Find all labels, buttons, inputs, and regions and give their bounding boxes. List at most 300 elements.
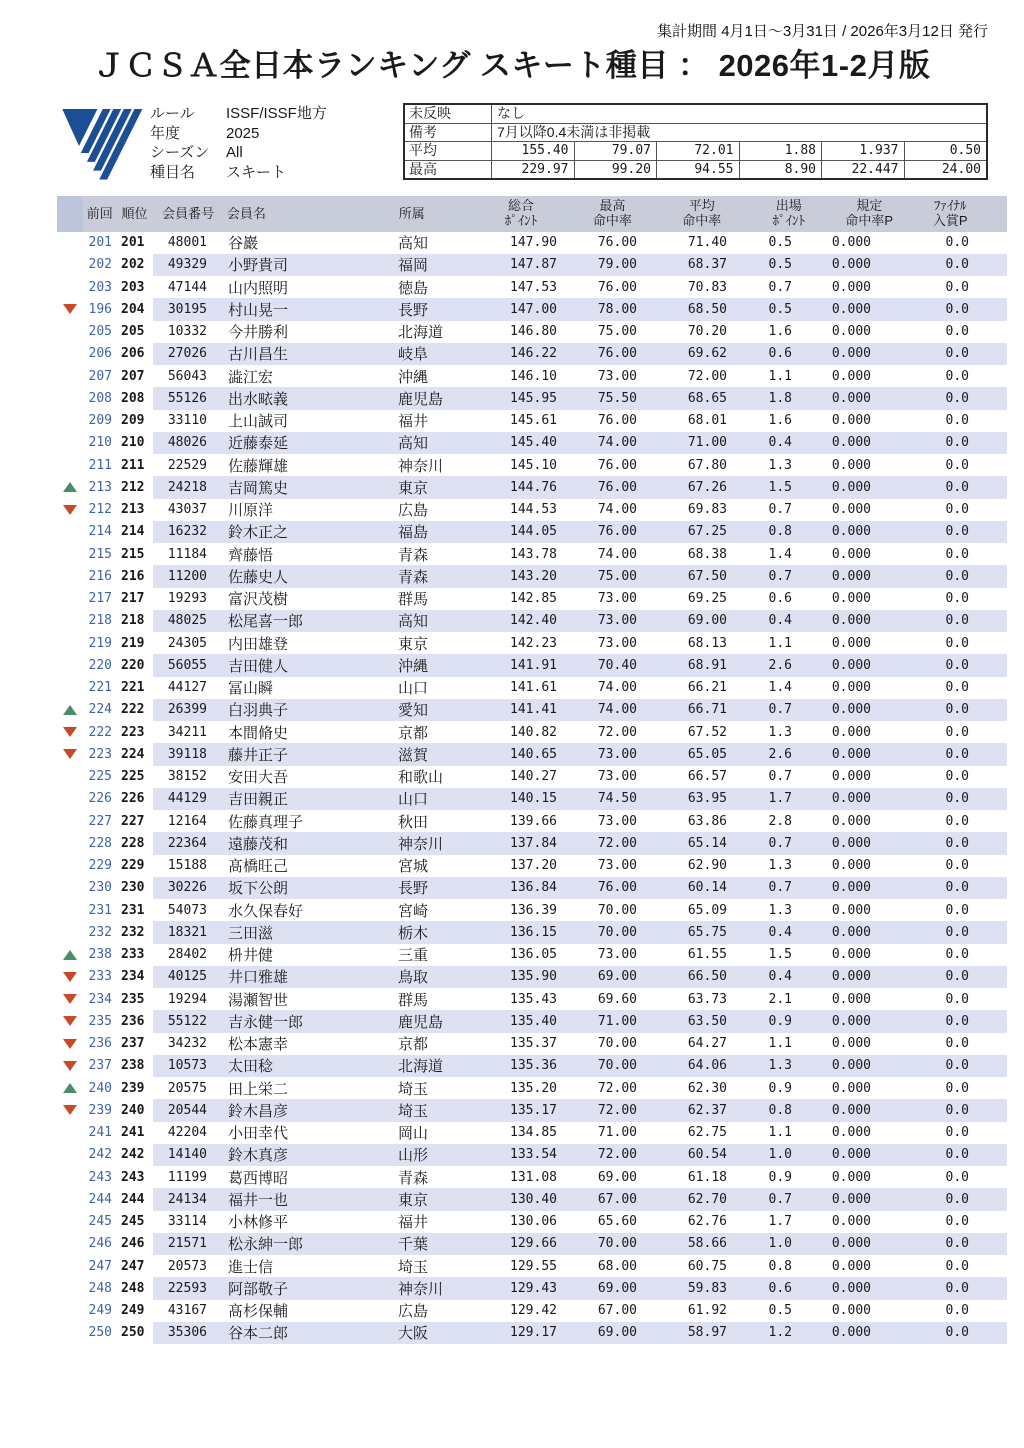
- member-no-cell: 49329: [153, 254, 225, 276]
- prefecture-cell: 東京: [398, 635, 429, 653]
- participation-points-cell: 0.4: [745, 610, 830, 632]
- total-points-cell: 136.39: [510, 902, 557, 918]
- regulation-rate-p-cell: 0.000: [831, 368, 871, 384]
- participation-points-cell: 1.3: [768, 858, 792, 874]
- rank-cell: 208: [121, 390, 145, 406]
- trend-cell: [57, 365, 83, 387]
- prefecture-cell: 北海道: [395, 1055, 471, 1077]
- avg-hit-rate-cell: 61.18: [687, 1169, 727, 1185]
- info-label: 年度: [150, 124, 181, 142]
- final-prize-p-cell: 0.0: [945, 858, 969, 874]
- rank-cell: 239: [121, 1080, 145, 1096]
- member-no-cell: 34232: [167, 1036, 207, 1052]
- total-points-cell: 129.55: [510, 1258, 557, 1274]
- member-no-cell: 10573: [153, 1055, 225, 1077]
- member-no-cell: 15188: [167, 858, 207, 874]
- summary-maximum-value: 8.90: [739, 160, 822, 179]
- ranking-table-header: [57, 196, 1007, 232]
- rank-cell: 207: [121, 368, 145, 384]
- final-prize-p-cell: 0.0: [945, 1258, 969, 1274]
- member-name-cell: 谷巖: [228, 235, 259, 253]
- participation-points-cell: 0.5: [745, 298, 830, 320]
- avg-hit-rate-cell: 63.50: [655, 1010, 745, 1032]
- prev-rank-cell: 239: [88, 1102, 112, 1118]
- rank-down-icon: [63, 1105, 77, 1115]
- member-no-cell: 18321: [153, 921, 225, 943]
- trend-cell: [57, 1166, 83, 1188]
- info-label: ルール: [150, 105, 195, 122]
- final-prize-p-cell: 0.0: [945, 1169, 969, 1185]
- trend-cell: [57, 721, 83, 743]
- rank-up-icon: [63, 1083, 77, 1093]
- total-points-cell: 144.53: [510, 502, 557, 518]
- final-prize-p-cell: 0.0: [945, 546, 969, 562]
- rank-cell: 204: [121, 301, 145, 317]
- trend-cell: [57, 632, 83, 654]
- summary-maximum-value: 99.20: [574, 160, 657, 179]
- regulation-rate-p-cell: 0.000: [831, 635, 871, 651]
- prev-rank-cell: 238: [88, 947, 112, 963]
- member-no-cell: 54073: [167, 902, 207, 918]
- member-name-cell: 本間脩史: [228, 724, 289, 742]
- final-prize-p-cell: 0.0: [915, 343, 1007, 365]
- prefecture-cell: 福井: [398, 413, 429, 431]
- avg-hit-rate-cell: 69.83: [687, 502, 727, 518]
- prefecture-cell: 岡山: [398, 1125, 429, 1143]
- total-points-cell: 145.95: [471, 387, 565, 409]
- rank-cell: 229: [121, 858, 145, 874]
- avg-hit-rate-cell: 64.27: [687, 1036, 727, 1052]
- prev-rank-cell: 217: [88, 591, 112, 607]
- prev-rank-cell: 218: [88, 613, 112, 629]
- participation-points-cell: 0.7: [745, 877, 830, 899]
- best-hit-rate-cell: 70.40: [565, 654, 655, 676]
- best-hit-rate-cell: 73.00: [597, 769, 637, 785]
- rank-cell: 233: [121, 947, 145, 963]
- total-points-cell: 136.84: [471, 877, 565, 899]
- member-name-cell: 田上栄二: [228, 1080, 289, 1098]
- prev-rank-cell: 231: [88, 902, 112, 918]
- member-name-cell: 太田稔: [225, 1055, 395, 1077]
- avg-hit-rate-cell: 68.65: [655, 387, 745, 409]
- best-hit-rate-cell: 76.00: [565, 343, 655, 365]
- rank-down-icon: [63, 994, 77, 1004]
- rank-cell: 249: [121, 1303, 145, 1319]
- prev-rank-cell: 241: [88, 1125, 112, 1141]
- regulation-rate-p-cell: 0.000: [831, 324, 871, 340]
- regulation-rate-p-cell: 0.000: [831, 591, 871, 607]
- participation-points-cell: 1.6: [768, 413, 792, 429]
- member-no-cell: 35306: [153, 1322, 225, 1344]
- prefecture-cell: 東京: [395, 1188, 471, 1210]
- table-row: [57, 387, 1007, 409]
- summary-average-value: 0.50: [904, 141, 987, 160]
- table-row: [57, 454, 1007, 476]
- member-no-cell: 26399: [153, 699, 225, 721]
- rank-cell: 216: [121, 568, 145, 584]
- final-prize-p-cell: 0.0: [945, 235, 969, 251]
- final-prize-p-cell: 0.0: [915, 387, 1007, 409]
- regulation-rate-p-cell: 0.000: [830, 1010, 915, 1032]
- rank-cell: 214: [121, 524, 145, 540]
- table-row: [57, 944, 1007, 966]
- table-row: [57, 766, 1007, 788]
- avg-hit-rate-cell: 64.06: [655, 1055, 745, 1077]
- prev-rank-cell: 227: [88, 813, 112, 829]
- rank-down-icon: [63, 749, 77, 759]
- total-points-cell: 146.22: [471, 343, 565, 365]
- member-no-cell: 55122: [153, 1010, 225, 1032]
- trend-cell: [57, 1010, 83, 1032]
- best-hit-rate-column-header: 最高 命中率: [592, 198, 632, 228]
- final-prize-p-cell: 0.0: [945, 368, 969, 384]
- final-prize-p-cell: 0.0: [945, 502, 969, 518]
- regulation-rate-p-cell: 0.000: [830, 610, 915, 632]
- regulation-rate-p-cell: 0.000: [831, 457, 871, 473]
- rank-down-icon: [63, 1039, 77, 1049]
- total-points-cell: 137.20: [510, 858, 557, 874]
- total-points-cell: 129.42: [510, 1303, 557, 1319]
- total-points-cell: 143.20: [471, 565, 565, 587]
- prev-rank-cell: 224: [88, 702, 112, 718]
- table-row: [57, 1188, 1007, 1210]
- best-hit-rate-cell: 70.00: [565, 921, 655, 943]
- trend-cell: [57, 1255, 83, 1277]
- prev-rank-cell: 223: [88, 746, 112, 762]
- participation-points-cell: 0.7: [768, 502, 792, 518]
- prefecture-cell: 鹿児島: [395, 387, 471, 409]
- trend-cell: [57, 321, 83, 343]
- trend-cell: [57, 432, 83, 454]
- prefecture-column-header: 所属: [398, 205, 425, 221]
- regulation-rate-p-cell: 0.000: [830, 1188, 915, 1210]
- total-points-column-header: 総合 ﾎﾟｲﾝﾄ: [504, 198, 538, 228]
- trend-cell: [57, 677, 83, 699]
- best-hit-rate-cell: 73.00: [597, 813, 637, 829]
- member-no-cell: 43167: [167, 1303, 207, 1319]
- rank-cell: 218: [121, 613, 145, 629]
- member-name-cell: 今井勝利: [228, 324, 289, 342]
- avg-hit-rate-cell: 60.75: [687, 1258, 727, 1274]
- final-prize-p-cell: 0.0: [915, 1144, 1007, 1166]
- member-no-cell: 34211: [167, 724, 207, 740]
- regulation-rate-p-cell: 0.000: [830, 877, 915, 899]
- trend-cell: [57, 877, 83, 899]
- ranking-rows: [57, 232, 1007, 1345]
- avg-hit-rate-cell: 63.86: [687, 813, 727, 829]
- trend-cell: [57, 298, 83, 320]
- prefecture-cell: 鳥取: [395, 966, 471, 988]
- rank-cell: 230: [121, 880, 145, 896]
- trend-cell: [57, 454, 83, 476]
- best-hit-rate-cell: 76.00: [597, 235, 637, 251]
- best-hit-rate-cell: 67.00: [565, 1188, 655, 1210]
- member-no-cell: 27026: [153, 343, 225, 365]
- rank-cell: 234: [121, 969, 145, 985]
- member-no-cell: 24134: [153, 1188, 225, 1210]
- prev-rank-cell: 219: [88, 635, 112, 651]
- info-value: 2025: [226, 124, 260, 142]
- participation-points-cell: 1.1: [768, 635, 792, 651]
- member-no-column-header: 会員番号: [162, 205, 215, 221]
- best-hit-rate-cell: 75.00: [565, 565, 655, 587]
- rank-cell: 223: [121, 724, 145, 740]
- avg-hit-rate-cell: 62.70: [655, 1188, 745, 1210]
- final-prize-p-column-header: ﾌｧｲﾅﾙ 入賞P: [932, 198, 968, 228]
- prefecture-cell: 青森: [398, 1169, 429, 1187]
- best-hit-rate-cell: 76.00: [597, 457, 637, 473]
- rank-cell: 203: [121, 279, 145, 295]
- final-prize-p-cell: 0.0: [915, 565, 1007, 587]
- best-hit-rate-cell: 75.00: [597, 324, 637, 340]
- trend-cell: [57, 1122, 83, 1144]
- regulation-rate-p-cell: 0.000: [830, 699, 915, 721]
- summary-maximum-value: 22.447: [821, 160, 904, 179]
- total-points-cell: 136.15: [471, 921, 565, 943]
- member-no-cell: 33114: [167, 1214, 207, 1230]
- member-no-cell: 48001: [167, 235, 207, 251]
- member-no-cell: 33110: [167, 413, 207, 429]
- participation-points-cell: 0.6: [745, 343, 830, 365]
- total-points-cell: 145.40: [471, 432, 565, 454]
- final-prize-p-cell: 0.0: [945, 769, 969, 785]
- prev-rank-cell: 213: [88, 479, 112, 495]
- prefecture-cell: 高知: [395, 432, 471, 454]
- prefecture-cell: 広島: [398, 502, 429, 520]
- avg-hit-rate-cell: 68.50: [655, 298, 745, 320]
- final-prize-p-cell: 0.0: [945, 1214, 969, 1230]
- trend-cell: [57, 232, 83, 254]
- avg-hit-rate-cell: 67.52: [687, 724, 727, 740]
- table-row: [57, 1144, 1007, 1166]
- member-no-cell: 47144: [167, 279, 207, 295]
- prev-rank-cell: 232: [88, 924, 112, 940]
- table-row: [57, 343, 1007, 365]
- prev-rank-cell: 216: [88, 568, 112, 584]
- best-hit-rate-cell: 74.00: [597, 680, 637, 696]
- page-title: ＪＣＳＡ全日本ランキング スキート種目 ： 2026年1-2月版: [93, 48, 931, 83]
- prev-rank-cell: 246: [88, 1236, 112, 1252]
- member-no-cell: 55126: [153, 387, 225, 409]
- summary-remarks-value: 7月以降0.4未満は非掲載: [491, 123, 986, 142]
- participation-points-cell: 0.5: [768, 235, 792, 251]
- final-prize-p-cell: 0.0: [915, 966, 1007, 988]
- final-prize-p-cell: 0.0: [915, 654, 1007, 676]
- trend-cell: [57, 788, 83, 810]
- table-row: [57, 832, 1007, 854]
- table-row: [57, 654, 1007, 676]
- participation-points-cell: 1.3: [768, 724, 792, 740]
- member-no-cell: 38152: [167, 769, 207, 785]
- prev-rank-cell: 211: [88, 457, 112, 473]
- avg-hit-rate-cell: 70.83: [687, 279, 727, 295]
- member-no-cell: 10332: [167, 324, 207, 340]
- member-no-cell: 14140: [153, 1144, 225, 1166]
- table-row: [57, 721, 1007, 743]
- total-points-cell: 135.17: [471, 1099, 565, 1121]
- member-no-cell: 48025: [153, 610, 225, 632]
- prev-rank-cell: 221: [88, 680, 112, 696]
- table-row: [57, 1277, 1007, 1299]
- regulation-rate-p-cell: 0.000: [831, 769, 871, 785]
- avg-hit-rate-cell: 65.05: [655, 743, 745, 765]
- table-row: [57, 543, 1007, 565]
- prev-rank-cell: 214: [88, 524, 112, 540]
- summary-maximum-value: 24.00: [904, 160, 987, 179]
- info-value: All: [226, 144, 243, 161]
- rank-cell: 221: [121, 680, 145, 696]
- regulation-rate-p-cell: 0.000: [831, 1258, 871, 1274]
- summary-maximum-value: 229.97: [491, 160, 574, 179]
- participation-points-cell: 1.0: [745, 1233, 830, 1255]
- total-points-cell: 131.08: [510, 1169, 557, 1185]
- trend-cell: [57, 1300, 83, 1322]
- participation-points-cell: 1.0: [745, 1144, 830, 1166]
- prev-rank-cell: 236: [88, 1036, 112, 1052]
- trend-cell: [57, 743, 83, 765]
- rank-down-icon: [63, 727, 77, 737]
- summary-average-value: 79.07: [574, 141, 657, 160]
- prev-rank-cell: 230: [88, 880, 112, 896]
- participation-points-cell: 2.6: [745, 743, 830, 765]
- prefecture-cell: 青森: [398, 546, 429, 564]
- total-points-cell: 129.17: [471, 1322, 565, 1344]
- avg-hit-rate-cell: 65.09: [687, 902, 727, 918]
- trend-cell: [57, 899, 83, 921]
- member-name-cell: 佐藤史人: [225, 565, 395, 587]
- rank-cell: 209: [121, 413, 145, 429]
- rank-cell: 232: [121, 924, 145, 940]
- prefecture-cell: 岐阜: [395, 343, 471, 365]
- info-value: ISSF/ISSF地方: [226, 105, 327, 122]
- prev-rank-cell: 240: [88, 1080, 112, 1096]
- ranking-table: [57, 196, 1007, 1344]
- summary-stats-table: [403, 103, 988, 180]
- total-points-cell: 135.20: [510, 1080, 557, 1096]
- member-name-cell: 古川昌生: [225, 343, 395, 365]
- participation-points-cell: 1.7: [745, 788, 830, 810]
- trend-cell: [57, 521, 83, 543]
- total-points-cell: 142.40: [471, 610, 565, 632]
- table-row: [57, 232, 1007, 254]
- regulation-rate-p-cell: 0.000: [831, 813, 871, 829]
- regulation-rate-p-cell: 0.000: [831, 1303, 871, 1319]
- participation-points-cell: 0.9: [768, 1169, 792, 1185]
- rank-down-icon: [63, 505, 77, 515]
- participation-points-cell: 0.5: [768, 1303, 792, 1319]
- total-points-cell: 135.40: [471, 1010, 565, 1032]
- prefecture-cell: 北海道: [398, 324, 444, 342]
- prev-rank-cell: 245: [88, 1214, 112, 1230]
- avg-hit-rate-cell: 68.91: [655, 654, 745, 676]
- trend-cell: [57, 1144, 83, 1166]
- member-name-cell: 鈴木昌彦: [225, 1099, 395, 1121]
- table-row: [57, 565, 1007, 587]
- best-hit-rate-cell: 72.00: [597, 1080, 637, 1096]
- participation-points-cell: 0.9: [745, 1010, 830, 1032]
- table-row: [57, 1211, 1007, 1233]
- member-name-cell: 吉田健人: [225, 654, 395, 676]
- avg-hit-rate-cell: 71.40: [687, 235, 727, 251]
- trend-cell: [57, 499, 83, 521]
- member-no-cell: 30226: [153, 877, 225, 899]
- rank-cell: 231: [121, 902, 145, 918]
- table-row: [57, 499, 1007, 521]
- prev-rank-cell: 233: [88, 969, 112, 985]
- rank-cell: 215: [121, 546, 145, 562]
- member-no-cell: 16232: [153, 521, 225, 543]
- table-row: [57, 1300, 1007, 1322]
- member-name-cell: 谷本二郎: [225, 1322, 395, 1344]
- regulation-rate-p-cell: 0.000: [830, 1144, 915, 1166]
- final-prize-p-cell: 0.0: [945, 413, 969, 429]
- participation-points-cell: 1.4: [768, 546, 792, 562]
- total-points-cell: 137.84: [471, 832, 565, 854]
- avg-hit-rate-cell: 71.00: [655, 432, 745, 454]
- period-issued-line: 集計期間 4月1日～3月31日 / 2026年3月12日 発行: [657, 23, 988, 40]
- trend-cell: [57, 921, 83, 943]
- member-no-cell: 19293: [167, 591, 207, 607]
- member-name-cell: 小野貴司: [225, 254, 395, 276]
- member-name-cell: 髙橋旺己: [228, 858, 289, 876]
- prefecture-cell: 鹿児島: [395, 1010, 471, 1032]
- prefecture-cell: 山口: [395, 788, 471, 810]
- avg-hit-rate-cell: 62.30: [687, 1080, 727, 1096]
- rank-up-icon: [63, 482, 77, 492]
- regulation-rate-p-cell: 0.000: [831, 546, 871, 562]
- prev-rank-cell: 242: [88, 1147, 112, 1163]
- best-hit-rate-cell: 76.00: [565, 476, 655, 498]
- prev-rank-cell: 222: [88, 724, 112, 740]
- rank-down-icon: [63, 304, 77, 314]
- table-row: [57, 1010, 1007, 1032]
- rank-down-icon: [63, 1016, 77, 1026]
- participation-points-cell: 0.7: [745, 832, 830, 854]
- summary-average-label: 平均: [405, 141, 491, 160]
- trend-cell: [57, 588, 83, 610]
- regulation-rate-p-cell: 0.000: [831, 1214, 871, 1230]
- best-hit-rate-cell: 73.00: [597, 591, 637, 607]
- total-points-cell: 142.23: [510, 635, 557, 651]
- total-points-cell: 136.05: [510, 947, 557, 963]
- regulation-rate-p-cell: 0.000: [830, 1322, 915, 1344]
- total-points-cell: 147.87: [471, 254, 565, 276]
- rank-down-icon: [63, 1061, 77, 1071]
- member-no-cell: 42204: [167, 1125, 207, 1141]
- prev-rank-cell: 237: [88, 1058, 112, 1074]
- best-hit-rate-cell: 69.60: [597, 991, 637, 1007]
- regulation-rate-p-cell: 0.000: [830, 343, 915, 365]
- best-hit-rate-cell: 72.00: [565, 832, 655, 854]
- avg-hit-rate-cell: 66.50: [655, 966, 745, 988]
- avg-hit-rate-cell: 68.01: [687, 413, 727, 429]
- regulation-rate-p-cell: 0.000: [830, 254, 915, 276]
- member-no-cell: 40125: [153, 966, 225, 988]
- member-no-cell: 22593: [153, 1277, 225, 1299]
- best-hit-rate-cell: 68.00: [597, 1258, 637, 1274]
- member-name-cell: 近藤泰延: [225, 432, 395, 454]
- member-no-cell: 24305: [167, 635, 207, 651]
- participation-points-cell: 0.4: [745, 966, 830, 988]
- best-hit-rate-cell: 76.00: [597, 413, 637, 429]
- member-no-cell: 56055: [153, 654, 225, 676]
- prefecture-cell: 埼玉: [398, 1258, 429, 1276]
- prefecture-cell: 群馬: [398, 991, 429, 1009]
- member-name-cell: 白羽典子: [225, 699, 395, 721]
- prefecture-cell: 群馬: [398, 591, 429, 609]
- prev-rank-cell: 208: [88, 390, 112, 406]
- rank-cell: 228: [121, 835, 145, 851]
